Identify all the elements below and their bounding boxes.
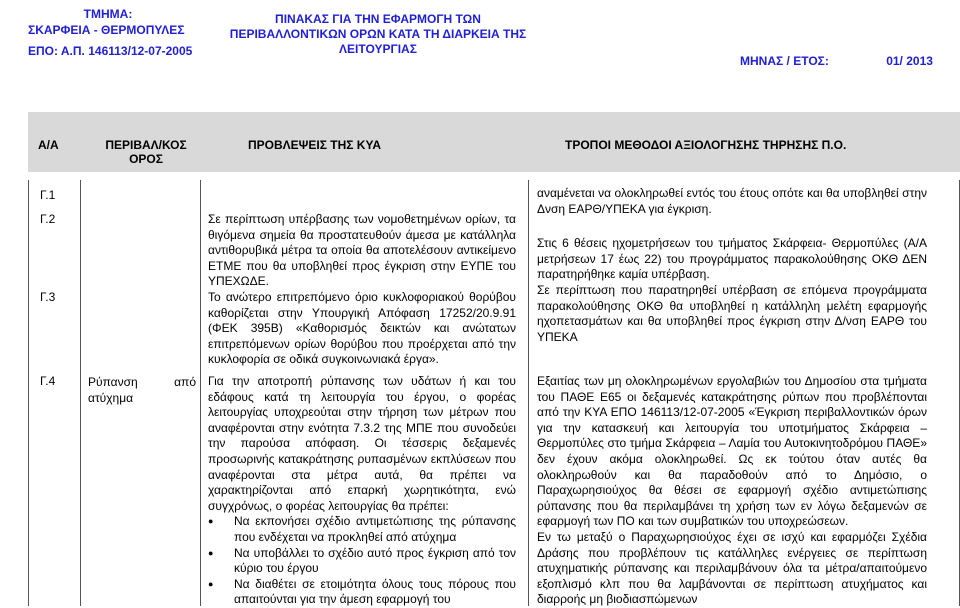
row-id: Γ.3 bbox=[40, 290, 56, 304]
column-env-term: ΠΕΡΙΒΑΛ/ΚΟΣ ΟΡΟΣ bbox=[105, 138, 187, 166]
column-divider bbox=[200, 180, 201, 606]
env-term-word: ατύχημα bbox=[88, 391, 134, 405]
department-label: ΤΜΗΜΑ: bbox=[83, 7, 133, 21]
method-text: Στις 6 θέσεις ηχομετρήσεων του τμήματος Σκάρφεια- Θερμοπύλες (Α/Α μετρήσεων 17 έως 22) του προγράμματος παρακολούθησης ΟΚΘ ΔΕΝ παρατηρήθηκε καμία υπέρβαση. bbox=[537, 236, 927, 282]
method-text: Εν τω μεταξύ ο Παραχωρησιούχος έχει σε ισχύ και εφαρμόζει Σχέδια Δράσης που προβλέπουν τις κατάλληλες ενέργειες σε περίπτωση ατυχηματικής ρύπανσης και περιλαμβάνουν όλα τα μέτρα/απαιτούμενο εξοπλισμό κλπ που θα λαμβάνονται σε περίπτωση ατυχήματος και διαρροής μη βιοδιασπώμενων bbox=[537, 529, 927, 607]
document-title: ΠΙΝΑΚΑΣ ΓΙΑ ΤΗΝ ΕΦΑΡΜΟΓΗ ΤΩΝ ΠΕΡΙΒΑΛΛΟΝΤΙΚΩΝ ΟΡΩΝ ΚΑΤΑ ΤΗ ΔΙΑΡΚΕΙΑ ΤΗΣ ΛΕΙΤΟΥΡΓΙΑΣ bbox=[229, 12, 527, 56]
department-name: ΣΚΑΡΦΕΙΑ - ΘΕΡΜΟΠΥΛΕΣ bbox=[28, 23, 185, 37]
table-column-header bbox=[28, 112, 960, 172]
method-text: Εξαιτίας των μη ολοκληρωμένων εργολαβιών του Δημοσίου στα τμήματα του ΠΑΘΕ Ε65 οι δεξαμενές κατακράτησης ρύπων που προβλέπονται από την ΚΥΑ ΕΠΟ 146113/12-07-2005 «Έγκριση περιβαλλοντικών όρων για την κατασκευή και λειτουργία του υποτμήματος Σκάρφεια – Θερμοπύλες στο τμήμα Σκάρφεια – Λαμία του Αυτοκινητοδρόμου ΠΑΘΕ» δεν έχουν ακόμα ολοκληρωθεί. Ως εκ τούτου όταν αυτές θα ολοκληρωθούν και θα παραδοθούν από το Δημόσιο, ο Παραχωρησιούχος θα θέσει σε εφαρμογή σχέδιο αντιμετώπισης ρύπανσης που θα περιλαμβάνει τη χρήση των εν λόγω δεξαμενών σε εφαρμογή των ΠΟ και των συμβατικών του υποχρεώσεων. bbox=[537, 374, 927, 529]
month-year-label: ΜΗΝΑΣ / ΕΤΟΣ: bbox=[740, 54, 829, 68]
document-header bbox=[0, 0, 960, 112]
list-item: ● Να υποβάλλει το σχέδιο αυτό προς έγκριση από τον κύριο του έργου bbox=[234, 546, 516, 577]
column-provisions: ΠΡΟΒΛΕΨΕΙΣ ΤΗΣ ΚΥΑ bbox=[248, 138, 382, 152]
env-term-word: Ρύπανση bbox=[88, 375, 138, 389]
method-text: Σε περίπτωση που παρατηρηθεί υπέρβαση σε επόμενα προγράμματα παρακολούθησης ΟΚΘ θα υποβληθεί η κατάλληλη μελέτη εφαρμογής ηχοπετασμάτων και θα υποβληθεί προς έγκριση στην Δ/νση ΕΑΡΘ του ΥΠΕΚΑ bbox=[537, 283, 927, 344]
list-item: ● Να εκπονήσει σχέδιο αντιμετώπισης της ρύπανσης που ενδέχεται να προκληθεί από ατύχημα bbox=[234, 514, 516, 545]
list-item: ● Να διαθέτει σε ετοιμότητα όλους τους πόρους που απαιτούνται για την άμεση εφαρμογή του bbox=[234, 577, 516, 608]
provision-text: Για την αποτροπή ρύπανσης των υδάτων ή και του εδάφους κατά τη λειτουργία του έργου, ο φορέας λειτουργίας υποχρεούται στην τήρηση των μέτρων που αναφέρονται στην ενότητα 7.3.2 της ΜΠΕ που συνοδεύει την παρούσα απόφαση. Οι τέσσερις δεξαμενές προσωρινής κατακράτησης ρυπασμένων εκπλύσεων που αναφέρονται στα μέτρα αυτά, θα πρέπει να χαρακτηρίζονται από επαρκή χωρητικότητα, ενώ συγχρόνως, ο φορέας λειτουργίας θα πρέπει: bbox=[208, 374, 516, 513]
header-left-block bbox=[28, 6, 208, 59]
method-cell bbox=[537, 374, 927, 608]
column-methods: ΤΡΟΠΟΙ ΜΕΘΟΔΟΙ ΑΞΙΟΛΟΓΗΣΗΣ ΤΗΡΗΣΗΣ Π.Ο. bbox=[565, 138, 847, 152]
row-id: Γ.4 bbox=[40, 374, 56, 388]
provision-text: Σε περίπτωση υπέρβασης των νομοθετημένων ορίων, τα θιγόμενα σημεία θα προστατευθούν άμεσα με κατάλληλα αντιθορυβικά μέτρα τα οποία θα αποτελέσουν αντικείμενο ΕΤΜΕ που θα υποβληθεί προς έγκριση στην ΕΥΠΕ του ΥΠΕΧΩΔΕ. bbox=[208, 212, 516, 289]
month-year bbox=[740, 54, 933, 68]
provision-text: Το ανώτερο επιτρεπόμενο όριο κυκλοφοριακού θορύβου καθορίζεται στην Υπουργική Απόφαση 17252/20.9.91 (ΦΕΚ 395Β) «Καθορισμός δεικτών και ανώτατων επιτρεπόμενων ορίων θορύβου που προέρχεται από την κυκλοφορία σε οδικά συγκοινωνιακά έργα». bbox=[208, 290, 516, 367]
column-divider bbox=[528, 180, 529, 606]
epo-reference: ΕΠΟ: Α.Π. 146113/12-07-2005 bbox=[28, 44, 193, 58]
column-aa: Α/Α bbox=[38, 138, 59, 152]
env-term-cell bbox=[88, 374, 196, 406]
provision-cell bbox=[208, 374, 516, 608]
method-text: αναμένεται να ολοκληρωθεί εντός του έτους οπότε και θα υποβληθεί στην Δνση ΕΑΡΘ/ΥΠΕΚΑ για έγκριση. bbox=[537, 186, 927, 216]
row-id: Γ.2 bbox=[40, 212, 56, 226]
provision-bullet-list bbox=[208, 514, 516, 608]
month-year-value: 01/ 2013 bbox=[886, 54, 933, 68]
env-term-word: από bbox=[174, 375, 196, 389]
row-id: Γ.1 bbox=[40, 188, 56, 202]
column-divider bbox=[28, 180, 29, 606]
column-divider bbox=[80, 180, 81, 606]
